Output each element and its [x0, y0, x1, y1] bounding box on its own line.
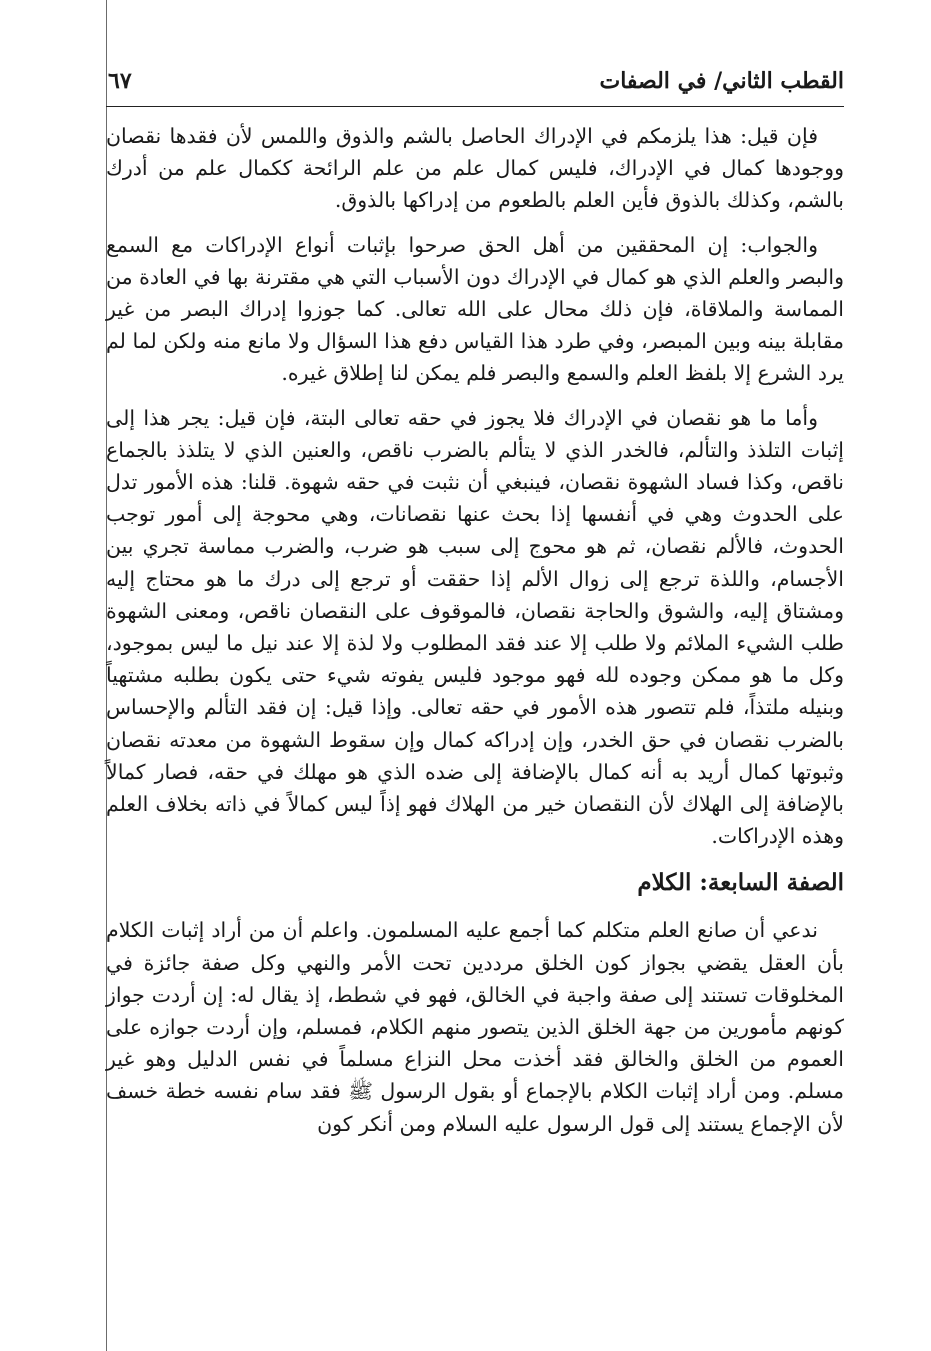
page-header [106, 62, 844, 107]
section-heading: الصفة السابعة: الكلام [637, 869, 844, 897]
paragraph: وأما ما هو نقصان في الإدراك فلا يجوز في حقه تعالى البتة، فإن قيل: يجر هذا إلى إثبات التلذذ والتألم، فالخدر الذي لا يتألم بالضرب ناقص، والعنين الذي لا يتلذذ بالجماع ناقص، وكذا فساد الشهوة نقصان، فينبغي أن نثبت في حقه شهوة. قلنا: هذه الأمور تدل على الحدوث وهي في أنفسها إذا بحث عنها نقصانات، وهي محوجة إلى أمور توجب الحدوث، فالألم نقصان، ثم هو محوج إلى سبب هو ضرب، والضرب مماسة تجري بين الأجسام، واللذة ترجع إلى زوال الألم إذا حققت أو ترجع إلى درك ما هو محتاج إليه ومشتاق إليه، والشوق والحاجة نقصان، فالموقوف على النقصان ناقص، ومعنى الشهوة طلب الشيء الملائم ولا طلب إلا عند فقد المطلوب ولا لذة إلا عند نيل ما ليس بموجود، وكل ما هو ممكن وجوده لله فهو موجود فليس يفوته شيء حتى يكون بطلبه مشتهياً وبنيله ملتذاً، فلم تتصور هذه الأمور في حقه تعالى. وإذا قيل: إن فقد التألم والإحساس بالضرب نقصان في حق الخدر، وإن إدراكه كمال وإن سقوط الشهوة من معدته نقصان وثبوتها كمال أريد به أنه كمال بالإضافة إلى ضده الذي هو مهلك في حقه، فصار كمالاً بالإضافة إلى الهلاك لأن النقصان خير من الهلاك فهو إذاً ليس كمالاً في ذاته بخلاف العلم وهذه الإدراكات. [106, 405, 844, 849]
running-title: القطب الثاني/ في الصفات [599, 68, 844, 94]
paragraph: فإن قيل: هذا يلزمكم في الإدراك الحاصل بالشم والذوق واللمس لأن فقدها نقصان ووجودها كمال في الإدراك، فليس كمال علم من علم الرائحة ككمال علم من أدرك بالشم، وكذلك بالذوق فأين العلم بالطعوم من إدراكها بالذوق. [106, 124, 844, 213]
paragraph: ندعي أن صانع العلم متكلم كما أجمع عليه المسلمون. واعلم أن من أراد إثبات الكلام بأن العقل يقضي بجواز كون الخلق مرددين تحت الأمر والنهي وكل صفة جائزة في المخلوقات تستند إلى صفة واجبة في الخالق، فهو في شطط، إذ يقال له: إن أردت جواز كونهم مأمورين من جهة الخلق الذين يتصور منهم الكلام، فمسلم، وإن أردت جوازه على العموم من الخلق والخالق فقد أخذت محل النزاع مسلماً في نفس الدليل وهو غير مسلم. ومن أراد إثبات الكلام بالإجماع أو بقول الرسول ﷺ فقد سام نفسه خطة خسف لأن الإجماع يستند إلى قول الرسول عليه السلام ومن أنكر كون [106, 918, 844, 1136]
page-body [106, 120, 844, 1152]
paragraph: والجواب: إن المحققين من أهل الحق صرحوا بإثبات أنواع الإدراكات مع السمع والبصر والعلم الذي هو كمال في الإدراك دون الأسباب التي هي مقترنة بها في العادة من المماسة والملاقاة، فإن ذلك محال على الله تعالى. كما جوزوا إدراك البصر من غير مقابلة بينه وبين المبصر، وفي طرد هذا القياس دفع هذا السؤال ولا مانع منه ولكن لما لم يرد الشرع إلا بلفظ العلم والسمع والبصر فلم يمكن لنا إطلاق غيره. [106, 232, 844, 386]
page-number: ٦٧ [108, 68, 132, 94]
